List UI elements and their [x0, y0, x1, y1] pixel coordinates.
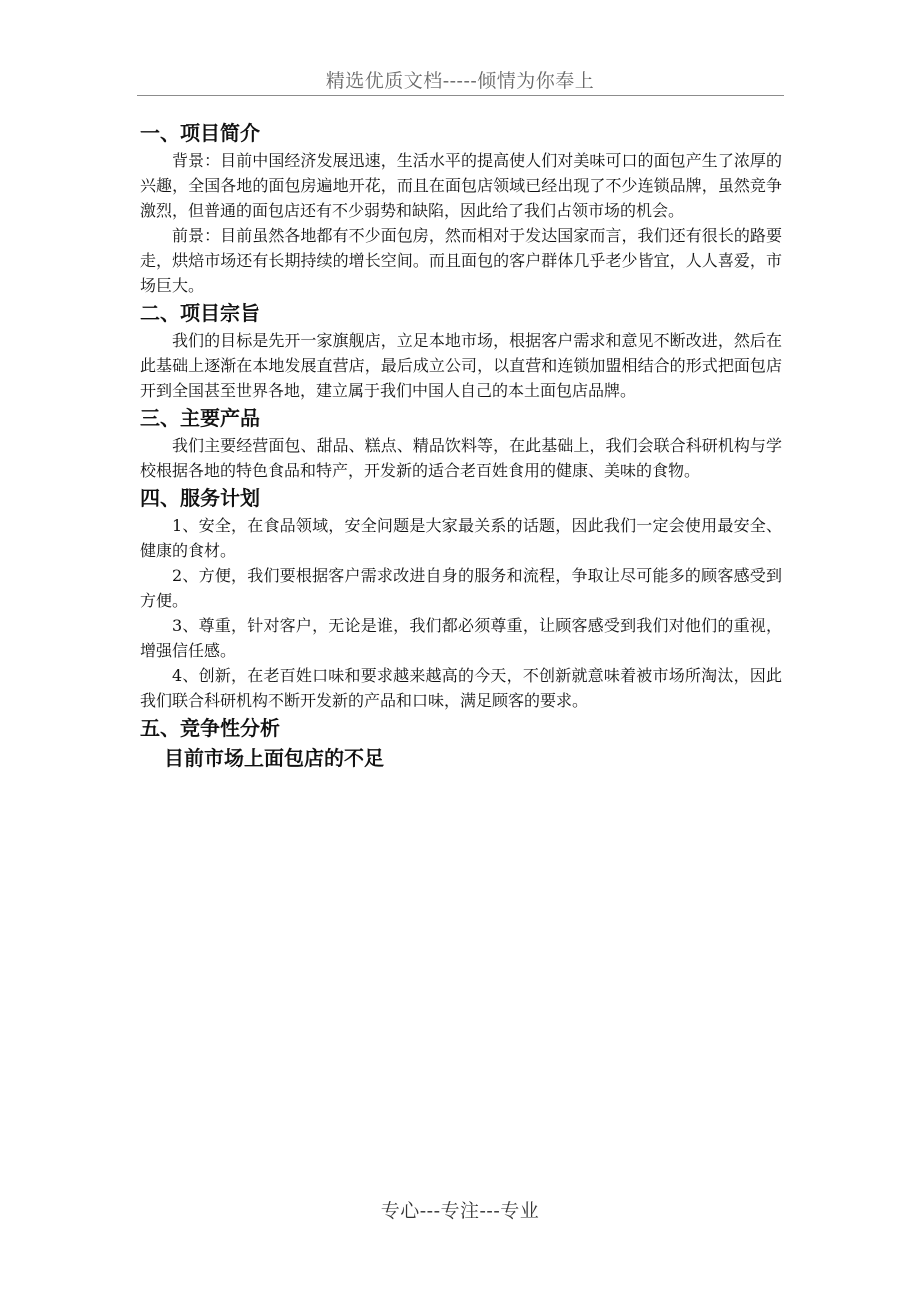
- page-header: 精选优质文档-----倾情为你奉上: [325, 70, 595, 92]
- header-divider: [137, 95, 784, 96]
- paragraph-prospects: 前景：目前虽然各地都有不少面包房，然而相对于发达国家而言，我们还有很长的路要走，烘焙市场还有长期持续的增长空间。而且面包的客户群体几乎老少皆宜，人人喜爱，市场巨大。: [140, 226, 782, 295]
- paragraph-service-respect: 3、尊重，针对客户，无论是谁，我们都必须尊重，让顾客感受到我们对他们的重视，增强信任感。: [140, 616, 782, 660]
- subheading-market-shortcomings: 目前市场上面包店的不足: [164, 746, 384, 770]
- section-heading-intro: 一、项目简介: [140, 121, 260, 145]
- document-body: [140, 118, 782, 773]
- paragraph-background: 背景：目前中国经济发展迅速，生活水平的提高使人们对美味可口的面包产生了浓厚的兴趣，全国各地的面包房遍地开花，而且在面包店领域已经出现了不少连锁品牌，虽然竞争激烈，但普通的面包店还有不少弱势和缺陷，因此给了我们占领市场的机会。: [140, 151, 782, 220]
- section-heading-service-plan: 四、服务计划: [140, 486, 260, 510]
- section-heading-purpose: 二、项目宗旨: [140, 301, 260, 325]
- paragraph-service-convenience: 2、方便，我们要根据客户需求改进自身的服务和流程，争取让尽可能多的顾客感受到方便。: [140, 566, 782, 610]
- section-heading-competition: 五、竞争性分析: [140, 716, 280, 740]
- paragraph-service-safety: 1、安全，在食品领域，安全问题是大家最关系的话题，因此我们一定会使用最安全、健康的食材。: [140, 516, 782, 560]
- paragraph-service-innovation: 4、创新，在老百姓口味和要求越来越高的今天，不创新就意味着被市场所淘汰，因此我们联合科研机构不断开发新的产品和口味，满足顾客的要求。: [140, 666, 782, 710]
- paragraph-products: 我们主要经营面包、甜品、糕点、精品饮料等，在此基础上，我们会联合科研机构与学校根据各地的特色食品和特产，开发新的适合老百姓食用的健康、美味的食物。: [140, 436, 782, 480]
- paragraph-purpose: 我们的目标是先开一家旗舰店，立足本地市场，根据客户需求和意见不断改进，然后在此基础上逐渐在本地发展直营店，最后成立公司，以直营和连锁加盟相结合的形式把面包店开到全国甚至世界各地，建立属于我们中国人自己的本土面包店品牌。: [140, 331, 782, 400]
- page-footer: 专心---专注---专业: [380, 1200, 540, 1222]
- section-heading-products: 三、主要产品: [140, 406, 260, 430]
